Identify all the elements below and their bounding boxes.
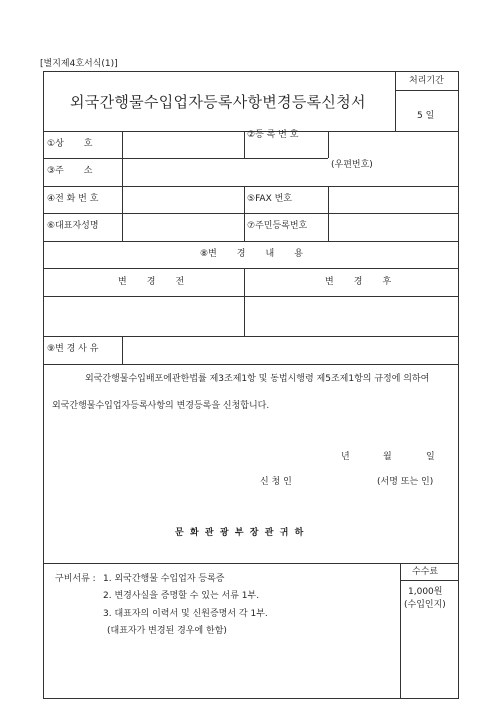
change-reason-label: ⑨변 경 사 유	[47, 344, 99, 354]
signature-note: (서명 또는 인)	[377, 477, 434, 487]
docs-top-line	[43, 563, 459, 564]
row-line-1	[43, 158, 328, 159]
before-change-heading: 변 경 전	[118, 277, 185, 287]
form-frame	[43, 71, 459, 699]
row-line-4	[43, 241, 459, 242]
col-right-row1	[328, 131, 329, 158]
change-content-heading: ⑧변 경 내 용	[200, 249, 303, 259]
row-line-5	[43, 268, 459, 269]
period-label: 처리기간	[409, 76, 444, 86]
row-line-6	[43, 296, 459, 297]
docs-item-3: 3. 대표자의 이력서 및 신원증명서 각 1부.	[103, 609, 268, 619]
docs-item-3-note: (대표자가 변경된 경우에 한함)	[107, 626, 227, 636]
col-mid-rows45	[244, 186, 245, 241]
after-change-heading: 변 경 후	[325, 277, 392, 287]
field-phone-label: ④전 화 번 호	[47, 194, 99, 204]
statement-line-2: 외국간행물수입업자등록사항의 변경등록을 신청합니다.	[52, 401, 270, 411]
date-day-label: 일	[426, 452, 435, 462]
row-line-7	[43, 336, 459, 337]
field-rep-name-label: ⑥대표자성명	[47, 221, 99, 231]
period-value: 5 일	[417, 111, 435, 121]
date-month-label: 월	[383, 452, 392, 462]
row-line-8	[43, 364, 459, 365]
field-resident-id-label: ⑦주민등록번호	[247, 221, 308, 231]
fee-col-left	[400, 563, 401, 699]
statement-line-1: 외국간행물수입배포에관한법률 제3조제1항 및 동법시행령 제5조제1항의 규정에 의하여	[85, 374, 430, 384]
period-divider	[395, 90, 459, 91]
docs-label: 구비서류 :	[55, 574, 96, 584]
label-col-left	[122, 131, 123, 241]
docs-item-2: 2. 변경사실을 증명할 수 있는 서류 1부.	[103, 591, 260, 601]
row-line-2	[43, 186, 459, 187]
date-year-label: 년	[341, 452, 350, 462]
col-mid-row1	[244, 131, 245, 158]
postal-code-label: (우편번호)	[331, 160, 373, 170]
field-fax-label: ⑤FAX 번호	[247, 194, 292, 204]
reason-label-col	[122, 336, 123, 364]
field-reg-number-label: ②등 록 번 호	[247, 130, 299, 140]
docs-item-1: 1. 외국간행물 수입업자 등록증	[103, 574, 225, 584]
form-title: 외국간행물수입업자등록사항변경등록신청서	[70, 93, 366, 111]
fee-label-line	[400, 580, 459, 581]
row-line-3	[43, 213, 459, 214]
title-divider	[395, 71, 396, 131]
fee-stamp-note: (수입인지)	[404, 600, 446, 610]
change-divider	[244, 268, 245, 336]
field-address-label: ③주 소	[47, 166, 93, 176]
field-trade-name-label: ①상 호	[47, 139, 93, 149]
fee-amount: 1,000원	[408, 587, 443, 597]
applicant-label: 신 청 인	[260, 477, 292, 487]
fee-label: 수수료	[412, 567, 439, 577]
form-number: [별지제4호서식(1)]	[40, 59, 118, 69]
col-right-rows45	[328, 186, 329, 241]
addressee: 문 화 관 광 부 장 관 귀 하	[175, 528, 304, 538]
